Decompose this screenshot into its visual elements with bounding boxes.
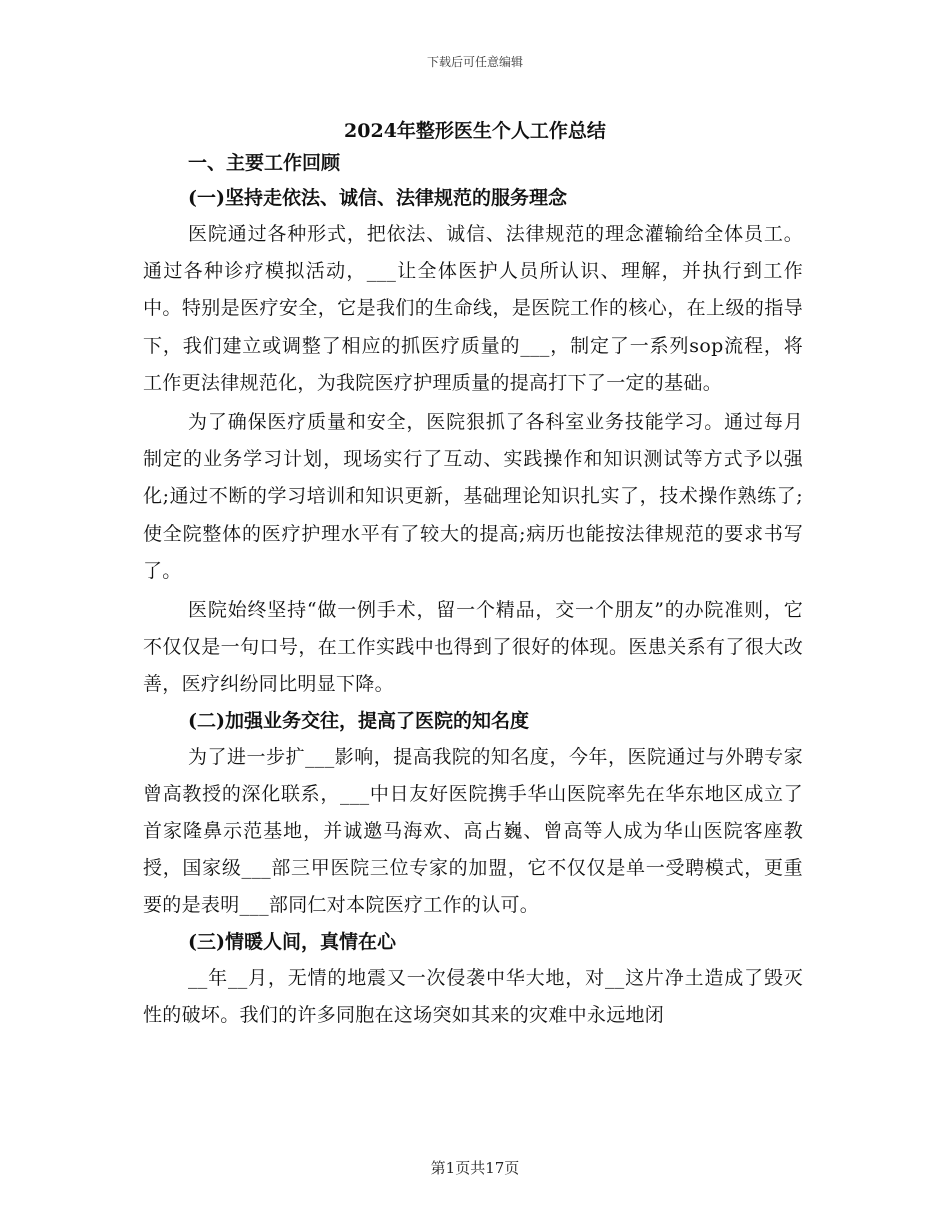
header-note: 下载后可任意编辑	[426, 55, 523, 69]
paragraph: 医院始终坚持“做一例手术，留一个精品，交一个朋友”的办院准则，它不仅仅是一句口号，在工作实践中也得到了很好的体现。医患关系有了很大改善，医疗纠纷同比明显下降。	[143, 599, 803, 696]
document-title: 2024年整形医生个人工作总结	[344, 120, 606, 142]
subsection-heading-law-integrity: (一)坚持走依法、诚信、法律规范的服务理念	[188, 187, 567, 209]
page-number-footer: 第1页共17页	[430, 1159, 520, 1177]
paragraph: 医院通过各种形式，把依法、诚信、法律规范的理念灌输给全体员工。通过各种诊疗模拟活动，___让全体医护人员所认识、理解，并执行到工作中。特别是医疗安全，它是我们的生命线，是医院工作的核心，在上级的指导下，我们建立或调整了相应的抓医疗质量的___，制定了一系列sop流程，将工作更法律规范化，为我院医疗护理质量的提高打下了一定的基础。	[143, 223, 803, 394]
paragraph: 为了进一步扩___影响，提高我院的知名度，今年，医院通过与外聘专家曾高教授的深化联系，___中日友好医院携手华山医院率先在华东地区成立了首家隆鼻示范基地，并诚邀马海欢、高占巍、曾高等人成为华山医院客座教授，国家级___部三甲医院三位专家的加盟，它不仅仅是单一受聘模式，更重要的是表明___部同仁对本院医疗工作的认可。	[143, 745, 803, 917]
section-heading-main-review: 一、主要工作回顾	[188, 152, 341, 174]
paragraph: __年__月，无情的地震又一次侵袭中华大地，对__这片净土造成了毁灭性的破坏。我们的许多同胞在这场突如其来的灾难中永远地闭	[143, 966, 803, 1026]
paragraph: 为了确保医疗质量和安全，医院狠抓了各科室业务技能学习。通过每月制定的业务学习计划，现场实行了互动、实践操作和知识测试等方式予以强化;通过不断的学习培训和知识更新，基础理论知识扎实了，技术操作熟练了;使全院整体的医疗护理水平有了较大的提高;病历也能按法律规范的要求书写了。	[143, 411, 803, 582]
subsection-heading-warmth: (三)情暖人间，真情在心	[188, 930, 396, 953]
document-body	[143, 148, 803, 1036]
subsection-heading-business-exchange: (二)加强业务交往，提高了医院的知名度	[188, 709, 529, 732]
